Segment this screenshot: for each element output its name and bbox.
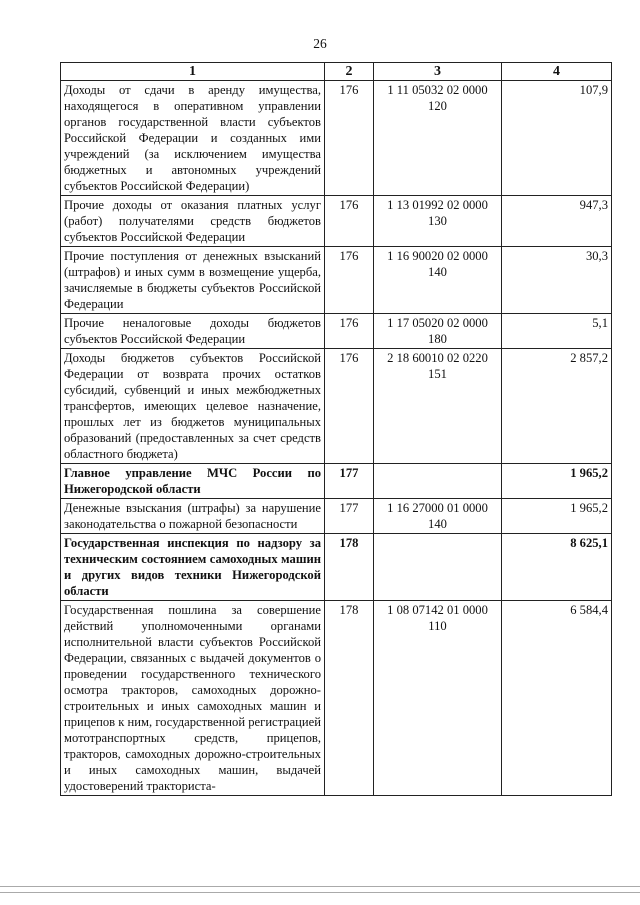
table-row [61,601,612,796]
footer-divider [0,886,640,887]
column-header-3: 3 [374,63,502,81]
row-admin-code-cell: 178 [325,534,374,601]
row-name-cell: Прочие неналоговые доходы бюджетов субъектов Российской Федерации [61,314,325,349]
table-row [61,534,612,601]
row-amount-cell: 107,9 [502,81,612,196]
row-amount-cell: 5,1 [502,314,612,349]
revenue-table [60,62,612,796]
row-amount-cell: 2 857,2 [502,349,612,464]
row-budget-code-cell: 1 13 01992 02 0000 130 [374,196,502,247]
column-header-4: 4 [502,63,612,81]
row-amount-cell: 1 965,2 [502,499,612,534]
row-admin-code-cell: 178 [325,601,374,796]
row-budget-code-cell: 2 18 60010 02 0220 151 [374,349,502,464]
row-amount-cell: 6 584,4 [502,601,612,796]
table-row [61,247,612,314]
table-row [61,349,612,464]
table-header-row [61,63,612,81]
table-row [61,314,612,349]
row-admin-code-cell: 177 [325,499,374,534]
row-budget-code-cell: 1 17 05020 02 0000 180 [374,314,502,349]
table-body [61,81,612,796]
page-number: 26 [313,36,327,51]
row-budget-code-cell [374,534,502,601]
table-row [61,196,612,247]
row-name-cell: Прочие доходы от оказания платных услуг (работ) получателями средств бюджетов субъектов Российской Федерации [61,196,325,247]
column-header-1: 1 [61,63,325,81]
row-budget-code-cell: 1 08 07142 01 0000 110 [374,601,502,796]
row-name-cell: Доходы от сдачи в аренду имущества, находящегося в оперативном управлении органов государственной власти субъектов Российской Федерации и созданных ими учреждений (за исключением имущества бюджетных и автономных учреждений субъектов Российской Федерации) [61,81,325,196]
row-amount-cell: 8 625,1 [502,534,612,601]
table-row [61,464,612,499]
row-name-cell: Прочие поступления от денежных взысканий (штрафов) и иных сумм в возмещение ущерба, зачисляемые в бюджеты субъектов Российской Федерации [61,247,325,314]
row-admin-code-cell: 176 [325,81,374,196]
row-amount-cell: 947,3 [502,196,612,247]
row-admin-code-cell: 176 [325,314,374,349]
footer-divider-2 [0,892,640,893]
row-name-cell: Главное управление МЧС России по Нижегородской области [61,464,325,499]
table-row [61,81,612,196]
row-budget-code-cell: 1 16 90020 02 0000 140 [374,247,502,314]
row-admin-code-cell: 176 [325,349,374,464]
row-admin-code-cell: 176 [325,196,374,247]
column-header-2: 2 [325,63,374,81]
row-amount-cell: 1 965,2 [502,464,612,499]
row-amount-cell: 30,3 [502,247,612,314]
row-name-cell: Денежные взыскания (штрафы) за нарушение законодательства о пожарной безопасности [61,499,325,534]
row-name-cell: Государственная пошлина за совершение действий уполномоченными органами исполнительной власти субъектов Российской Федерации, связанных с выдачей документов о проведении государственного технического осмотра тракторов, самоходных дорожно-строительных и иных самоходных машин и прицепов к ним, государственной регистрацией мототранспортных средств, прицепов, тракторов, самоходных дорожно-строительных и иных самоходных машин, выдачей удостоверений тракториста- [61,601,325,796]
row-admin-code-cell: 176 [325,247,374,314]
row-budget-code-cell: 1 11 05032 02 0000 120 [374,81,502,196]
row-budget-code-cell [374,464,502,499]
row-name-cell: Доходы бюджетов субъектов Российской Федерации от возврата прочих остатков субсидий, субвенций и иных межбюджетных трансфертов, имеющих целевое назначение, прошлых лет из бюджетов муниципальных образований (предоставленных за счет средств областного бюджета) [61,349,325,464]
row-admin-code-cell: 177 [325,464,374,499]
row-name-cell: Государственная инспекция по надзору за техническим состоянием самоходных машин и других видов техники Нижегородской области [61,534,325,601]
table-row [61,499,612,534]
row-budget-code-cell: 1 16 27000 01 0000 140 [374,499,502,534]
